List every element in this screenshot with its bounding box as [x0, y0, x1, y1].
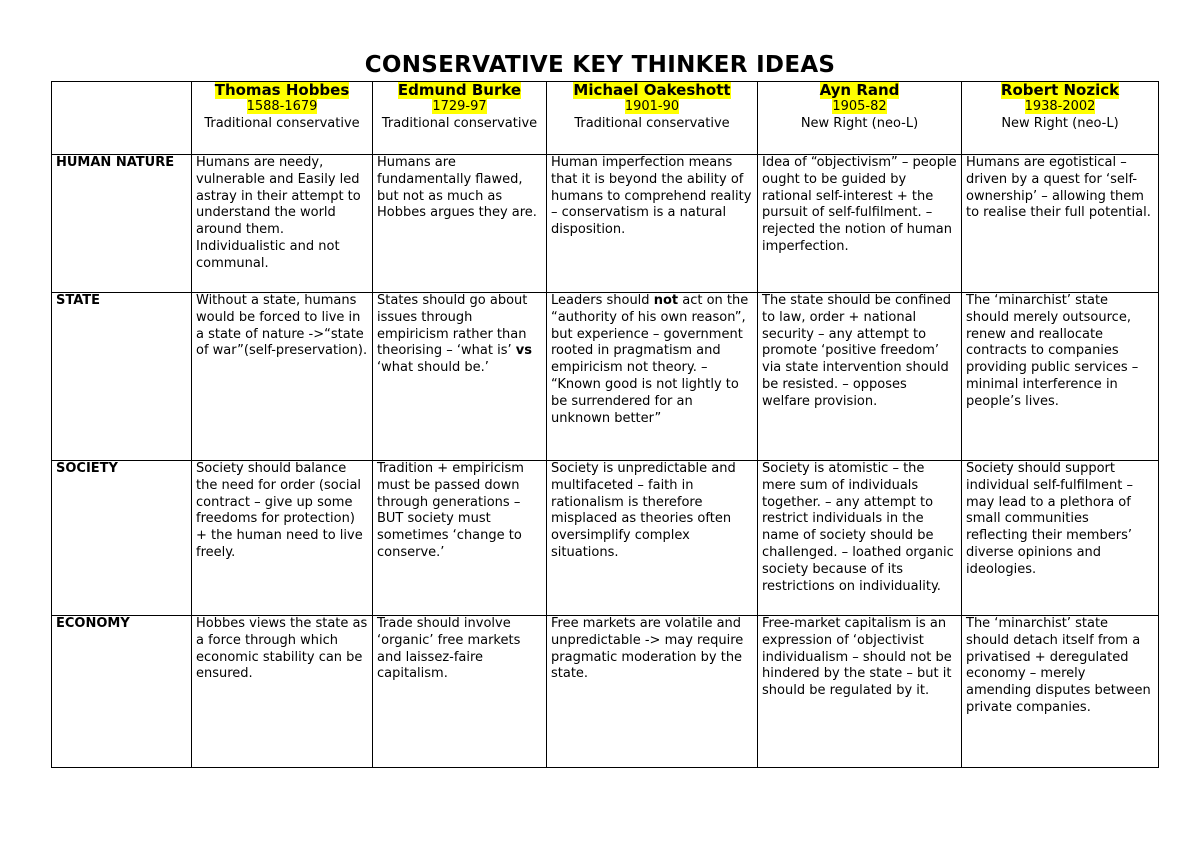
idea-cell: Leaders should not act on the “authority of his own reason”, but experience – government rooted in pragmatism and empiricism not theory. – “Known good is not lightly to be surrendered for an unknown better”	[547, 293, 758, 461]
thinker-name: Michael Oakeshott	[573, 81, 731, 99]
thinker-years: 1938-2002	[1024, 98, 1096, 114]
idea-cell: The ‘minarchist’ state should detach itself from a privatised + deregulated economy – merely amending disputes between private companies.	[962, 616, 1159, 768]
thinker-header-hobbes	[192, 82, 373, 155]
thinker-years: 1901-90	[624, 98, 680, 114]
thinker-name: Ayn Rand	[819, 81, 900, 99]
idea-cell: Society is atomistic – the mere sum of individuals together. – any attempt to restrict individuals in the name of society should be challenged. – loathed organic society because of its restrictions on individuality.	[758, 461, 962, 616]
document-title: CONSERVATIVE KEY THINKER IDEAS	[364, 52, 836, 78]
idea-cell: Idea of “objectivism” – people ought to be guided by rational self-interest + the pursuit of self-fulfilment. – rejected the notion of human imperfection.	[758, 155, 962, 293]
thinker-name: Robert Nozick	[1000, 81, 1120, 99]
idea-cell: Without a state, humans would be forced to live in a state of nature ->“state of war”(self-preservation).	[192, 293, 373, 461]
thinker-years: 1905-82	[832, 98, 887, 114]
idea-cell: Human imperfection means that it is beyond the ability of humans to comprehend reality – conservatism is a natural disposition.	[547, 155, 758, 293]
idea-cell: Free markets are volatile and unpredictable -> may require pragmatic moderation by the state.	[547, 616, 758, 768]
idea-cell: Society should support individual self-fulfilment – may lead to a plethora of small communities reflecting their members’ diverse opinions and ideologies.	[962, 461, 1159, 616]
idea-cell: Free-market capitalism is an expression of ‘objectivist individualism – should not be hindered by the state – but it should be regulated by it.	[758, 616, 962, 768]
row-human-nature	[52, 155, 1159, 293]
thinker-type: Traditional conservative	[381, 115, 538, 131]
thinker-header-oakeshott	[547, 82, 758, 155]
thinker-header-rand	[758, 82, 962, 155]
corner-cell	[52, 82, 192, 155]
row-label: STATE	[52, 293, 192, 461]
idea-cell: Humans are egotistical – driven by a quest for ‘self-ownership’ – allowing them to realise their full potential.	[962, 155, 1159, 293]
thinker-years: 1588-1679	[246, 98, 318, 114]
thinker-header-burke	[373, 82, 547, 155]
thinker-name: Edmund Burke	[397, 81, 522, 99]
idea-cell: The state should be confined to law, order + national security – any attempt to promote ‘positive freedom’ via state intervention should be resisted. – opposes welfare provision.	[758, 293, 962, 461]
idea-cell: Hobbes views the state as a force through which economic stability can be ensured.	[192, 616, 373, 768]
thinker-type: Traditional conservative	[204, 115, 360, 131]
header-row	[52, 82, 1159, 155]
thinker-type: New Right (neo-L)	[1001, 115, 1119, 131]
idea-cell: Society should balance the need for order (social contract – give up some freedoms for protection) + the human need to live freely.	[192, 461, 373, 616]
idea-cell: States should go about issues through empiricism rather than theorising – ‘what is’ vs ‘what should be.’	[373, 293, 547, 461]
idea-cell: Humans are fundamentally flawed, but not as much as Hobbes argues they are.	[373, 155, 547, 293]
row-label: ECONOMY	[52, 616, 192, 768]
thinker-type: Traditional conservative	[574, 115, 730, 131]
row-society	[52, 461, 1159, 616]
row-economy	[52, 616, 1159, 768]
idea-cell: The ‘minarchist’ state should merely outsource, renew and reallocate contracts to companies providing public services – minimal interference in people’s lives.	[962, 293, 1159, 461]
emphasis-text: not	[653, 293, 679, 308]
thinker-header-nozick	[962, 82, 1159, 155]
thinker-name: Thomas Hobbes	[214, 81, 350, 99]
row-label: SOCIETY	[52, 461, 192, 616]
thinker-ideas-table	[51, 81, 1159, 768]
idea-cell: Trade should involve ‘organic’ free markets and laissez-faire capitalism.	[373, 616, 547, 768]
thinker-type: New Right (neo-L)	[800, 115, 919, 131]
row-state	[52, 293, 1159, 461]
idea-cell: Society is unpredictable and multifaceted – faith in rationalism is therefore misplaced as theories often oversimplify complex situations.	[547, 461, 758, 616]
emphasis-text: vs	[515, 343, 532, 359]
idea-cell: Tradition + empiricism must be passed down through generations – BUT society must sometimes ‘change to conserve.’	[373, 461, 547, 616]
thinker-years: 1729-97	[432, 98, 487, 114]
row-label: HUMAN NATURE	[52, 155, 192, 293]
idea-cell: Humans are needy, vulnerable and Easily led astray in their attempt to understand the world around them. Individualistic and not communal.	[192, 155, 373, 293]
